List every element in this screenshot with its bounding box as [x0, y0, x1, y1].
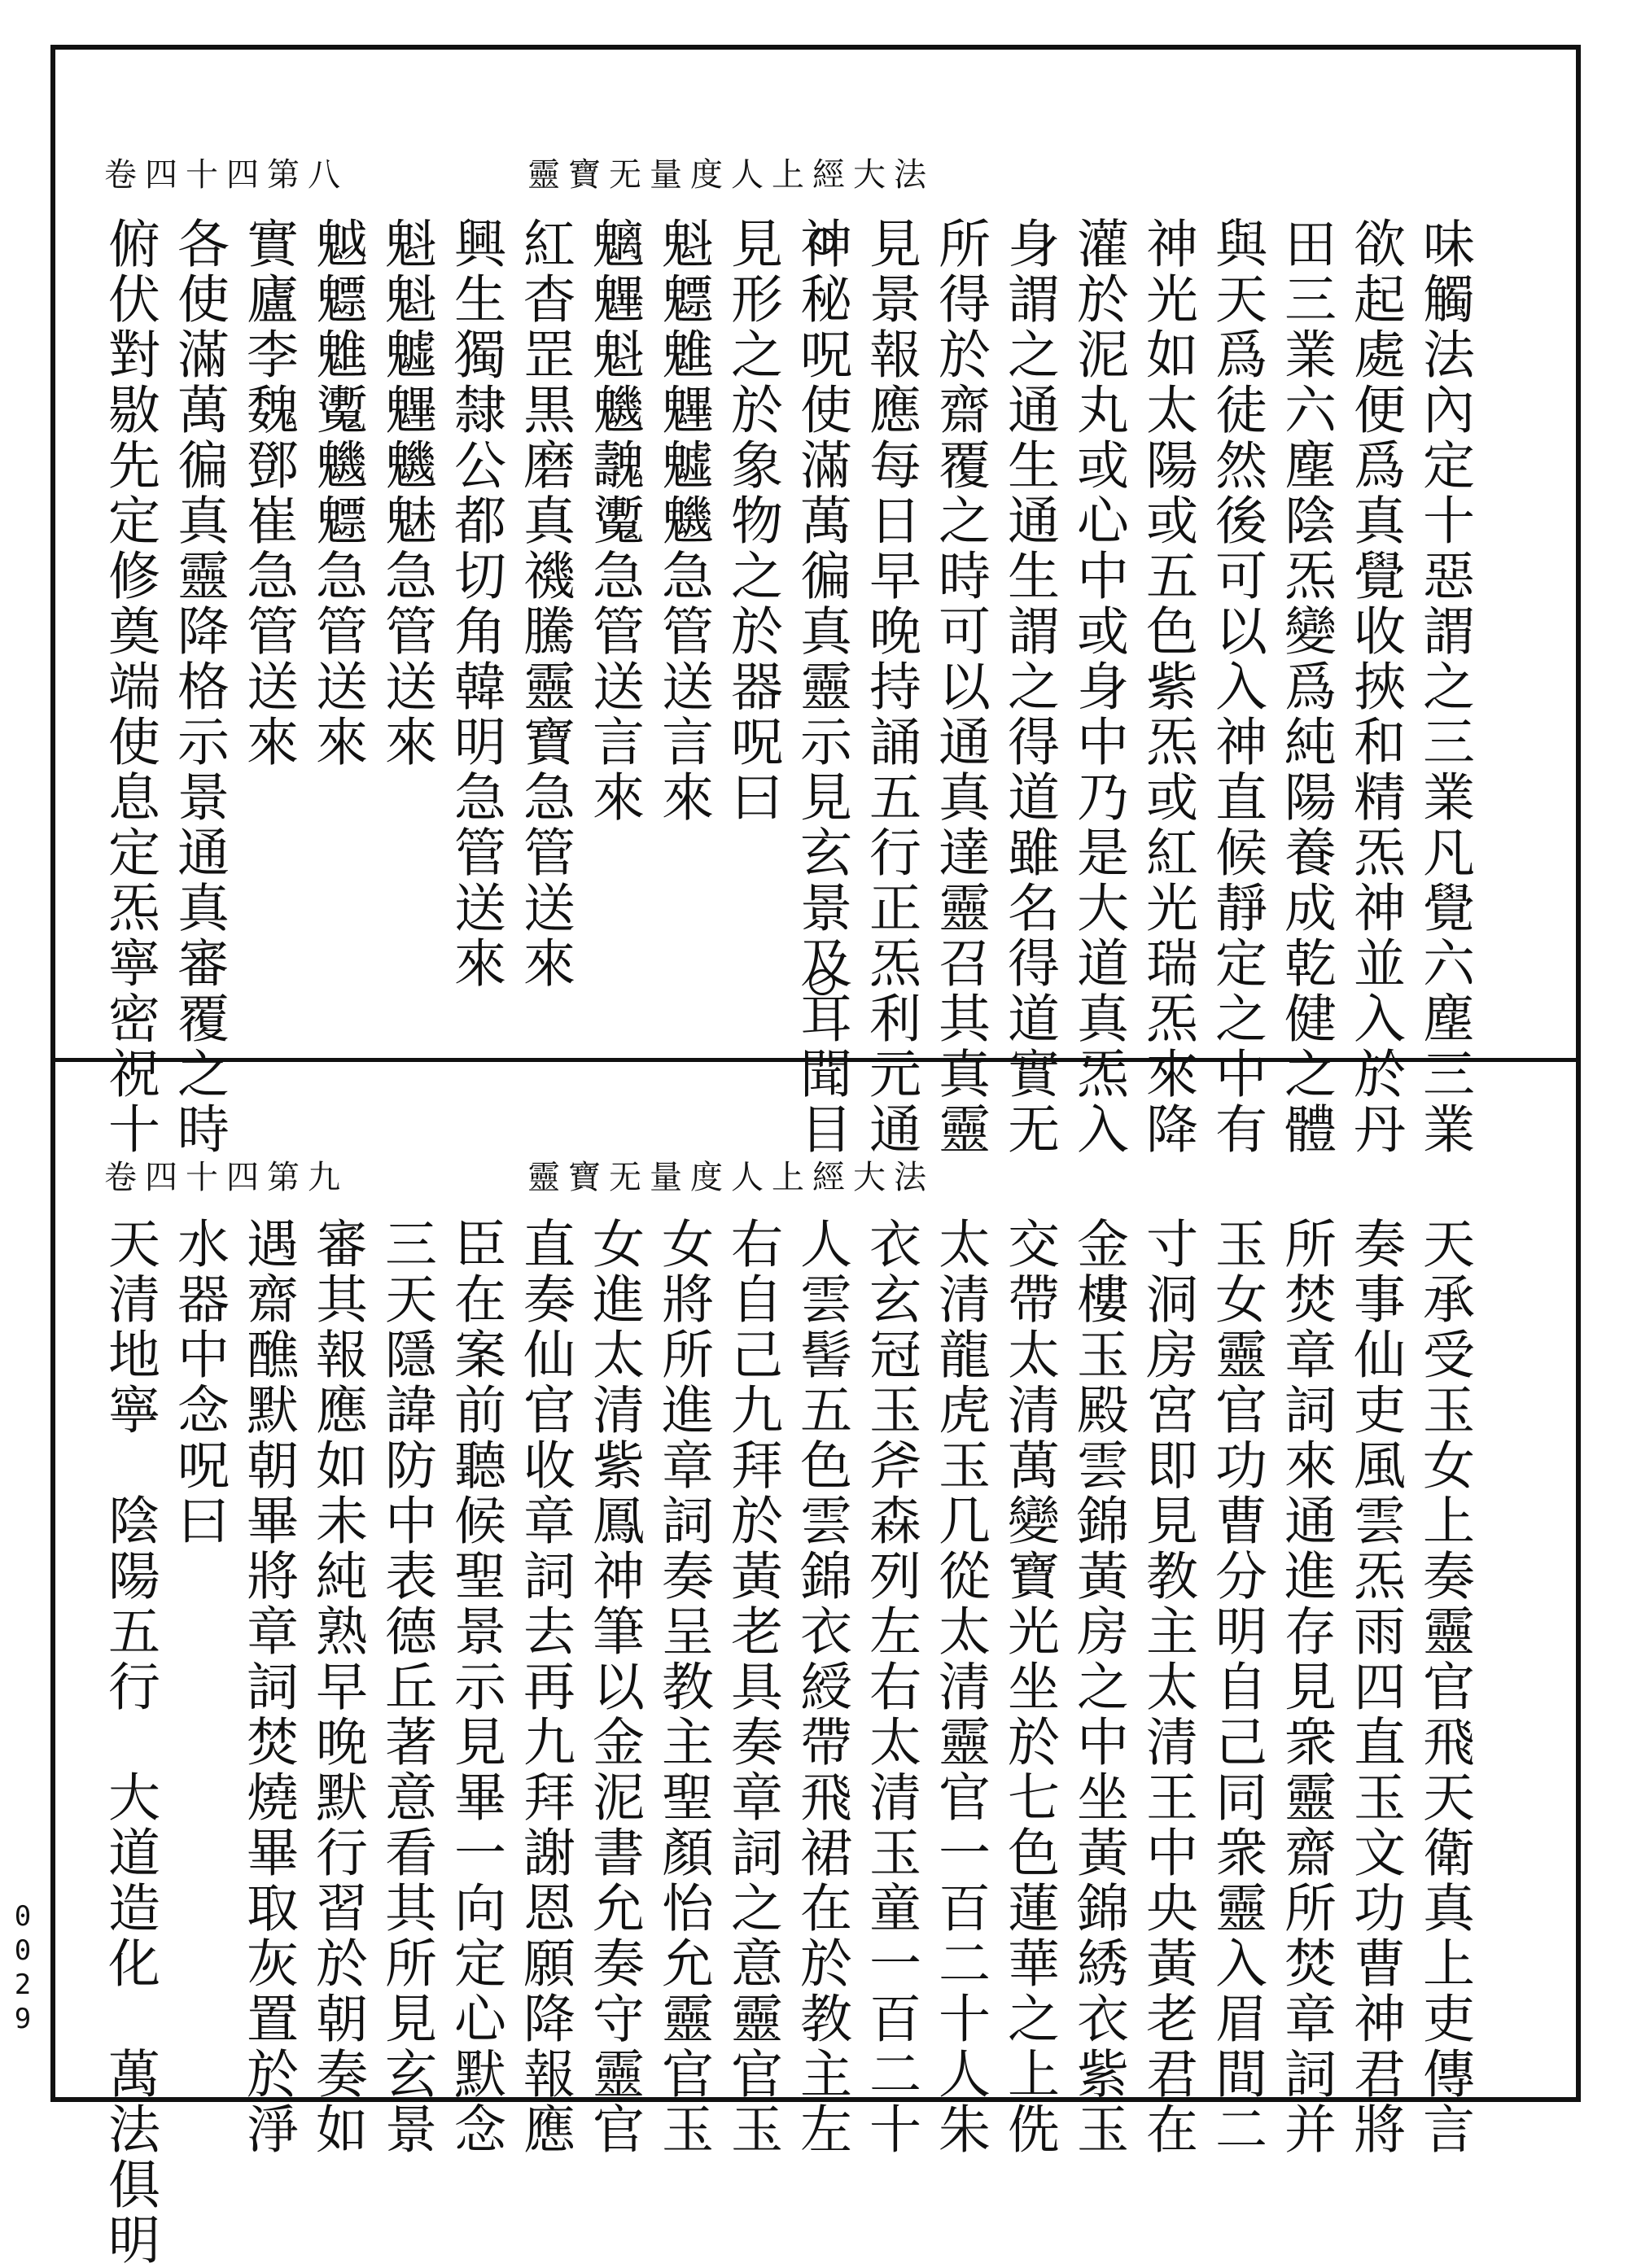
text-column: 玉女靈官功曹分明自己同衆靈入眉間二	[1206, 1217, 1267, 2157]
text-column: 實廬李魏鄧崔急管送來	[238, 216, 298, 770]
header-title: 靈寶无量度人上經大法	[527, 155, 934, 194]
text-column: 人雲髻五色雲錦衣綬帶飛裙在於教主左	[791, 1217, 851, 2157]
text-column: 遇齋醮默朝畢將章詞焚燒畢取灰置於淨	[238, 1217, 298, 2157]
text-column: 俯伏對敭先定修奠端使息定炁寧密祝十	[99, 216, 160, 1157]
text-column: 審其報應如未純熟早晚默行習於朝奏如	[307, 1217, 367, 2157]
text-column: 魁魒魋魓魖魕急管送言來	[653, 216, 713, 825]
bottom-page-panel	[55, 1062, 1576, 2268]
text-column: 女將所進章詞奏呈教主聖顏怡允靈官玉	[653, 1217, 713, 2157]
running-header	[527, 1150, 1000, 1199]
text-column: 各使滿萬徧真靈降格示景通真審覆之時	[168, 216, 229, 1157]
text-column: 魆魒魋魙魕魒急管送來	[307, 216, 367, 770]
text-column: 魁魁魖魓魕魅急管送來	[376, 216, 436, 770]
text-column: 水器中念呪曰	[168, 1217, 229, 1549]
text-column: 三天隱諱防中表德丘著意看其所見玄景	[376, 1217, 436, 2157]
text-column: 右自己九拜於黃老具奏章詞之意靈官玉	[722, 1217, 782, 2157]
text-columns	[94, 1217, 1478, 2268]
header-title: 靈寶无量度人上經大法	[527, 1158, 934, 1196]
running-header	[527, 147, 1000, 196]
text-column: 欲起處便爲真覺收挾和精炁神並入於丹	[1345, 216, 1405, 1157]
punctuation-circle-icon	[809, 229, 835, 255]
text-column: 金樓玉殿雲錦黃房之中坐黃錦綉衣紫玉	[1068, 1217, 1128, 2157]
text-column: 奏事仙吏風雲炁雨四直玉文功曹神君將	[1345, 1217, 1405, 2157]
text-column: 交帶太清萬變寶光坐於七色蓮華之上侁	[999, 1217, 1059, 2157]
running-header-chapter	[104, 1150, 348, 1199]
text-column: 見形之於象物之於器呪曰	[722, 216, 782, 825]
text-column: 所焚章詞來通進存見衆靈齋所焚章詞并	[1276, 1217, 1336, 2157]
top-page-panel	[55, 50, 1576, 1157]
header-chapter: 卷四十四第九	[104, 1158, 348, 1196]
text-column: 味觸法內定十惡謂之三業凡覺六塵三業	[1414, 216, 1474, 1157]
punctuation-circle-icon	[809, 969, 835, 995]
text-column: 臣在案前聽候聖景示見畢一向定心默念	[445, 1217, 505, 2157]
text-column: 天承受玉女上奏靈官飛天衛真上吏傳言	[1414, 1217, 1474, 2157]
text-columns	[94, 216, 1478, 1157]
text-column: 見景報應每日早晚持誦五行正炁利元通	[860, 216, 921, 1157]
text-column: 灌於泥丸或心中或身中乃是大道真炁入	[1068, 216, 1128, 1157]
running-header-chapter	[104, 147, 348, 196]
text-column: 田三業六塵陰炁變爲純陽養成乾健之體	[1276, 216, 1336, 1157]
text-column: 太清龍虎玉几從太清靈官一百二十人朱	[930, 1217, 990, 2157]
text-column: 寸洞房宮即見教主太清王中央黃老君在	[1137, 1217, 1197, 2157]
page-number: 0029	[7, 1900, 39, 2037]
header-chapter: 卷四十四第八	[104, 155, 348, 194]
text-column: 所得於齋覆之時可以通真達靈召其真靈	[930, 216, 990, 1157]
text-column: 神秘呪使滿萬徧真靈示見玄景及耳聞目	[791, 216, 851, 1157]
text-column: 衣玄冠玉斧森列左右太清玉童一百二十	[860, 1217, 921, 2157]
text-column: 神光如太陽或五色紫炁或紅光瑞炁來降	[1137, 216, 1197, 1157]
text-column: 女進太清紫鳳神筆以金泥書允奏守靈官	[584, 1217, 644, 2157]
text-column: 身謂之通生通生謂之得道雖名得道實无	[999, 216, 1059, 1157]
text-column: 天清地寧 陰陽五行 大道造化 萬法俱明	[99, 1217, 160, 2268]
text-column: 與天爲徒然後可以入神直候靜定之中有	[1206, 216, 1267, 1157]
text-column: 興生獨隸公都切角韓明急管送來	[445, 216, 505, 991]
text-column: 直奏仙官收章詞去再九拜謝恩願降報應	[514, 1217, 575, 2157]
text-column: 魑魓魁魕魗魙急管送言來	[584, 216, 644, 825]
text-column: 紅杳罡黒磨真禨騰靈寶急管送來	[514, 216, 575, 991]
